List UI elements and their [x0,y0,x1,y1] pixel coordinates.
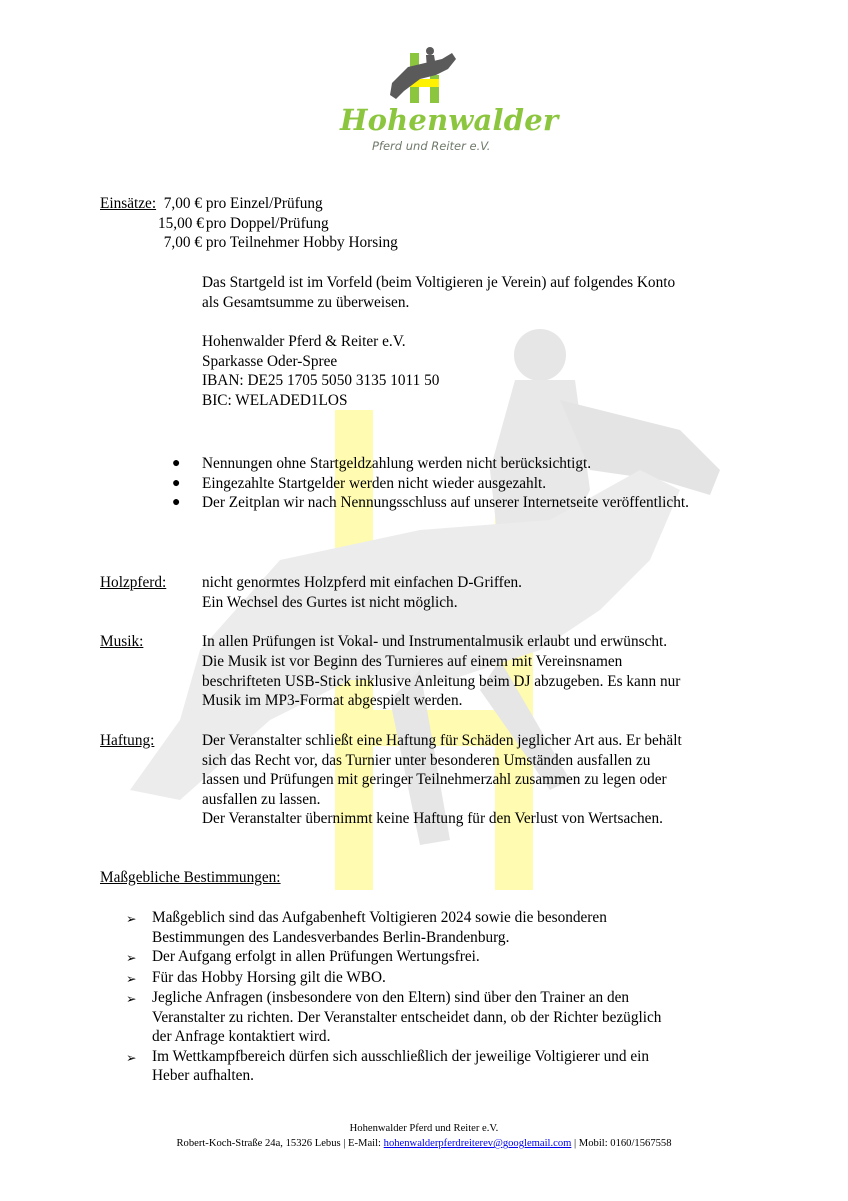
list-item [172,474,689,494]
haftung-line: lassen und Prüfungen mit geringer Teilnehmerzahl zusammen zu legen oder [202,771,667,788]
musik-line: Musik im MP3-Format abgespielt werden. [202,692,463,709]
fee-amount: 15,00 € [158,214,204,232]
haftung-line: sich das Recht vor, das Turnier unter besonderen Umständen ausfallen zu [202,751,651,769]
footer-org: Hohenwalder Pferd und Reiter e.V. [349,1123,499,1134]
list-item-text: Der Zeitplan wir nach Nennungsschluss auf unserer Internetseite veröffentlicht. [202,494,689,511]
fee-row [158,214,329,234]
bank-line: Hohenwalder Pferd & Reiter e.V. [202,333,406,350]
haftung-line: Der Veranstalter schließt eine Haftung für Schäden jeglicher Art aus. Er behält [202,732,682,749]
arrow-bullet-icon: ➢ [126,991,137,1006]
fee-row [158,233,398,253]
musik-label: Musik: [100,633,144,650]
holzpferd-label: Holzpferd: [100,574,167,591]
fee-desc: pro Teilnehmer Hobby Horsing [205,234,398,251]
fee-amount: 7,00 € [163,234,202,251]
arrow-bullet-icon: ➢ [126,970,137,986]
list-item-line: Jegliche Anfragen (insbesondere von den Eltern) sind über den Trainer an den [152,989,630,1006]
footer-address: Robert-Koch-Straße 24a, 15326 Lebus | E-Mail: [176,1138,381,1149]
bank-line: IBAN: DE25 1705 5050 3135 1011 50 [202,372,440,389]
list-item-text: Eingezahlte Startgelder werden nicht wieder ausgezahlt. [202,474,547,492]
transfer-note-line: Das Startgeld ist im Vorfeld (beim Voltigieren je Verein) auf folgendes Konto [202,274,676,291]
bullet-icon: ● [172,456,181,471]
transfer-note-line: als Gesamtsumme zu überweisen. [202,293,410,311]
payment-notes-list [172,454,689,513]
musik-line: beschrifteten USB-Stick inklusive Anleitung beim DJ abzugeben. Es kann nur [202,672,681,690]
list-item-line: Im Wettkampfbereich dürfen sich ausschließlich der jeweilige Voltigierer und ein [152,1047,650,1065]
list-item-text: Nennungen ohne Startgeldzahlung werden nicht berücksichtigt. [202,455,592,472]
arrow-bullet-icon: ➢ [126,911,137,926]
haftung-line: Der Veranstalter übernimmt keine Haftung für den Verlust von Wertsachen. [202,810,663,827]
bullet-icon: ● [172,495,181,510]
haftung-label: Haftung: [100,732,155,749]
fee-row [158,194,323,214]
bank-line: BIC: WELADED1LOS [202,391,348,409]
list-item [172,454,689,474]
holzpferd-line: nicht genormtes Holzpferd mit einfachen D-Griffen. [202,574,522,591]
list-item [126,988,661,1047]
list-item-line: Für das Hobby Horsing gilt die WBO. [152,968,386,986]
list-item-line: Bestimmungen des Landesverbandes Berlin-Brandenburg. [152,928,510,946]
email-link[interactable]: hohenwalderpferdreiterev@googlemail.com [383,1138,572,1149]
einsaetze-label: Einsätze: [100,195,157,212]
list-item-line: der Anfrage kontaktiert wird. [152,1028,331,1045]
footer-mobile: | Mobil: 0160/1567558 [574,1138,672,1149]
list-item [126,947,661,968]
arrow-bullet-icon: ➢ [126,1049,137,1065]
list-item [126,968,661,989]
musik-line: Die Musik ist vor Beginn des Turnieres auf einem mit Vereinsnamen [202,653,623,670]
bank-line: Sparkasse Oder-Spree [202,352,338,370]
list-item-line: Maßgeblich sind das Aufgabenheft Voltigieren 2024 sowie die besonderen [152,909,607,926]
list-item [126,1047,661,1086]
fee-desc: pro Einzel/Prüfung [205,195,323,212]
logo-subtitle: Pferd und Reiter e.V. [372,139,491,153]
musik-line: In allen Prüfungen ist Vokal- und Instrumentalmusik erlaubt und erwünscht. [202,633,668,650]
holzpferd-line: Ein Wechsel des Gurtes ist nicht möglich. [202,593,458,611]
footer-contact [0,1136,848,1151]
fee-desc: pro Doppel/Prüfung [205,214,329,232]
list-item [126,908,661,947]
logo-wordmark: Hohenwalder [340,103,559,137]
list-item-line: Heber aufhalten. [152,1067,254,1084]
haftung-line: ausfallen zu lassen. [202,790,321,808]
list-item [172,493,689,513]
bestimmungen-heading: Maßgebliche Bestimmungen: [100,869,281,886]
bullet-icon: ● [172,475,181,491]
fee-amount: 7,00 € [163,195,202,212]
list-item-line: Veranstalter zu richten. Der Veranstalter entscheidet dann, ob der Richter bezüglich [152,1008,662,1026]
page-footer [0,1121,848,1151]
arrow-bullet-icon: ➢ [126,950,137,965]
list-item-line: Der Aufgang erfolgt in allen Prüfungen Wertungsfrei. [152,948,480,965]
bestimmungen-list [126,908,661,1086]
